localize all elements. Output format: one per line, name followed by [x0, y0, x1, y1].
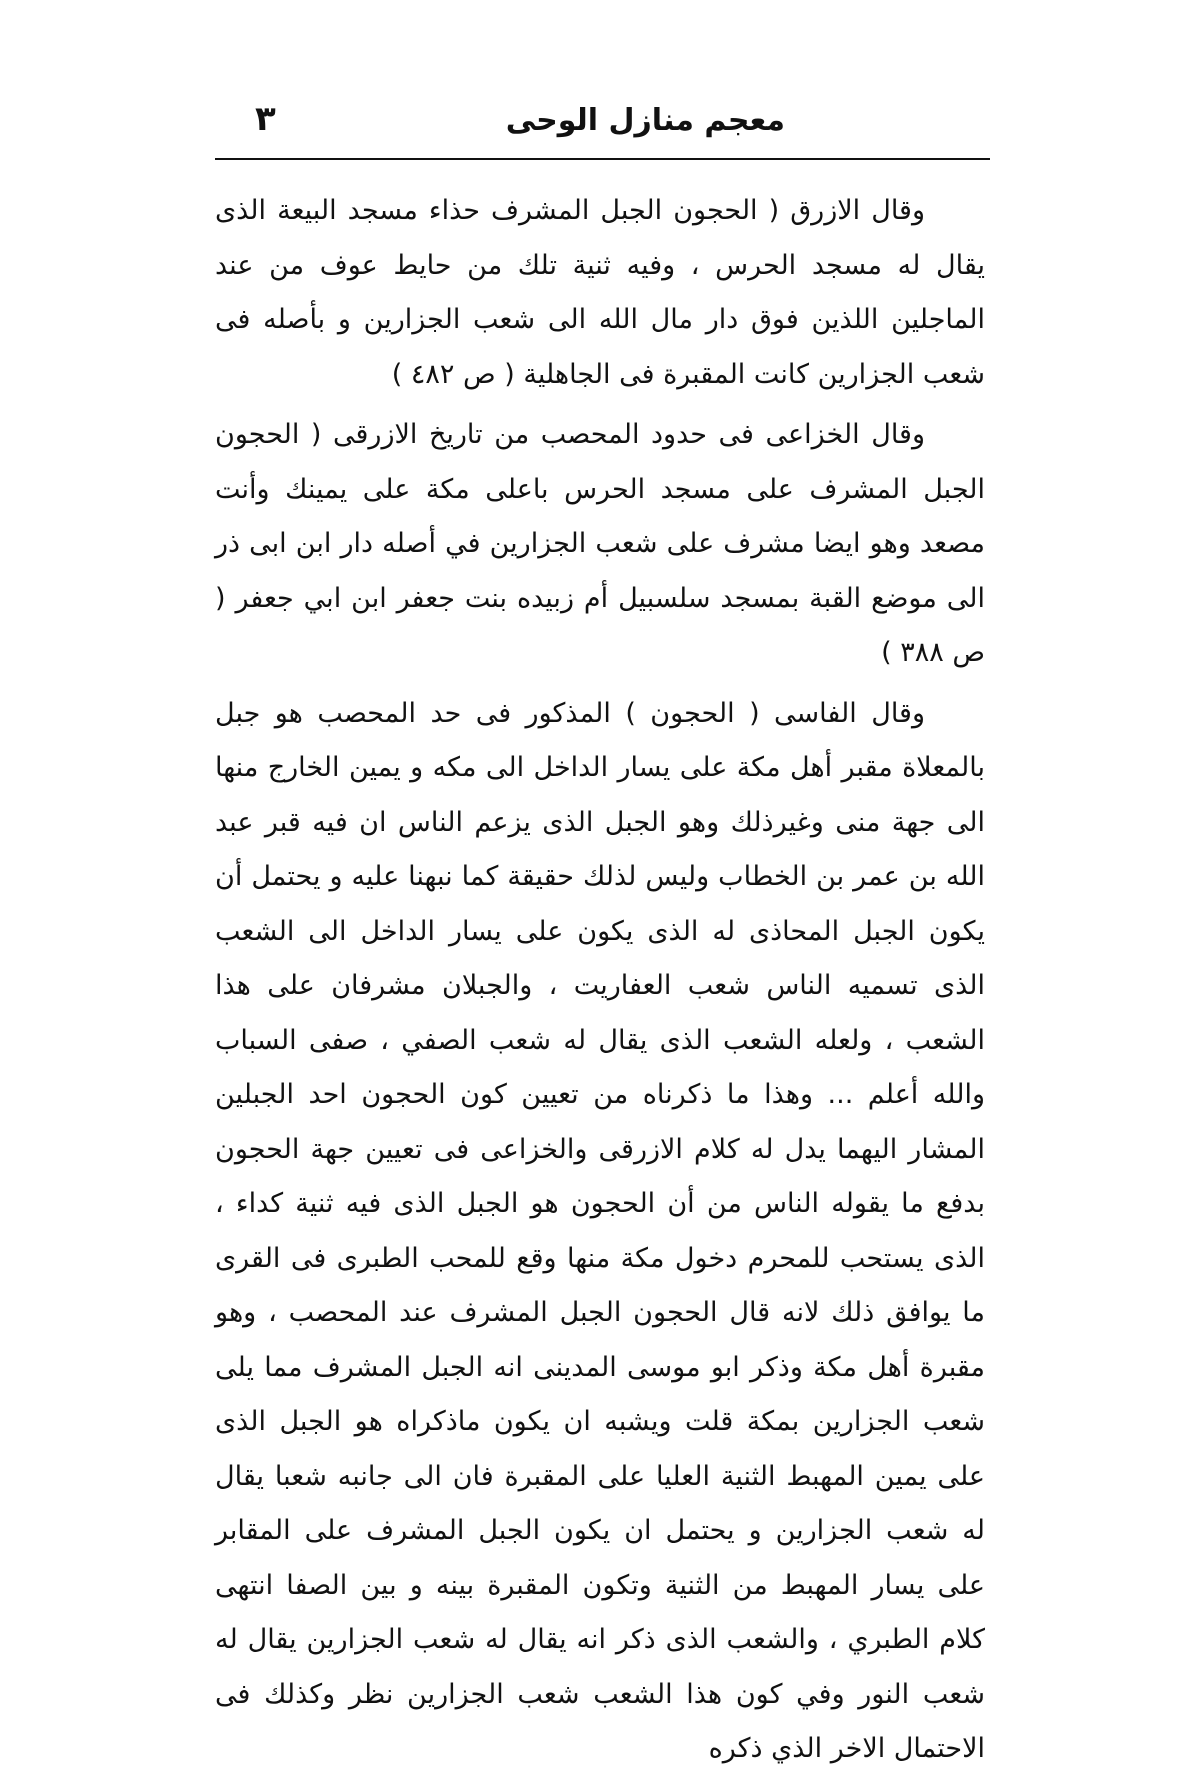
paragraph-khuzai: وقال الخزاعى فى حدود المحصب من تاريخ الازرقى ( الحجون الجبل المشرف على مسجد الحرس باعلى مكة على يمينك وأنت مصعد وهو ايضا مشرف على شعب الجزارين في أصله دار ابن ابى ذر الى موضع القبة بمسجد سلسبيل أم زبيده بنت جعفر ابن ابي جعفر ( ص ٣٨٨ ) [215, 419, 985, 668]
page-header [215, 95, 985, 157]
page-number: ٣ [255, 99, 276, 139]
running-title: معجم منازل الوحى [505, 103, 785, 138]
paragraph-azraqi: وقال الازرق ( الحجون الجبل المشرف حذاء مسجد البيعة الذى يقال له مسجد الحرس ، وفيه ثنية تلك من حايط عوف من عند الماجلين اللذين فوق دار مال الله الى شعب الجزارين و بأصله فى شعب الجزارين كانت المقبرة فى الجاهلية ( ص ٤٨٢ ) [215, 195, 985, 390]
header-divider [215, 158, 990, 160]
body-text [215, 184, 985, 1764]
paragraph-fasi: وقال الفاسى ( الحجون ) المذكور فى حد المحصب هو جبل بالمعلاة مقبر أهل مكة على يسار الداخل الى مكه و يمين الخارج منها الى جهة منى وغيرذلك وهو الجبل الذى يزعم الناس ان فيه قبر عبد الله بن عمر بن الخطاب وليس لذلك حقيقة كما نبهنا عليه و يحتمل أن يكون الجبل المحاذى له الذى يكون على يسار الداخل الى الشعب الذى تسميه الناس شعب العفاريت ، والجبلان مشرفان على هذا الشعب ، ولعله الشعب الذى يقال له شعب الصفي ، صفى السباب والله أعلم ... وهذا ما ذكرناه من تعيين كون الحجون احد الجبلين المشار اليهما يدل له كلام الازرقى والخزاعى فى تعيين جهة الحجون بدفع ما يقوله الناس من أن الحجون هو الجبل الذى فيه ثنية كداء ، الذى يستحب للمحرم دخول مكة منها وقع للمحب الطبرى فى القرى ما يوافق ذلك لانه قال الحجون الجبل المشرف عند المحصب ، وهو مقبرة أهل مكة وذكر ابو موسى المدينى انه الجبل المشرف مما يلى شعب الجزارين بمكة قلت ويشبه ان يكون ماذكراه هو الجبل الذى على يمين المهبط الثنية العليا على المقبرة فان الى جانبه شعبا يقال له شعب الجزارين و يحتمل ان يكون الجبل المشرف على المقابر على يسار المهبط من الثنية وتكون المقبرة بينه و بين الصفا انتهى كلام الطبري ، والشعب الذى ذكر انه يقال له شعب الجزارين يقال له شعب النور وفي كون هذا الشعب شعب الجزارين نظر وكذلك فى الاحتمال الاخر الذي ذكره [215, 697, 985, 1764]
